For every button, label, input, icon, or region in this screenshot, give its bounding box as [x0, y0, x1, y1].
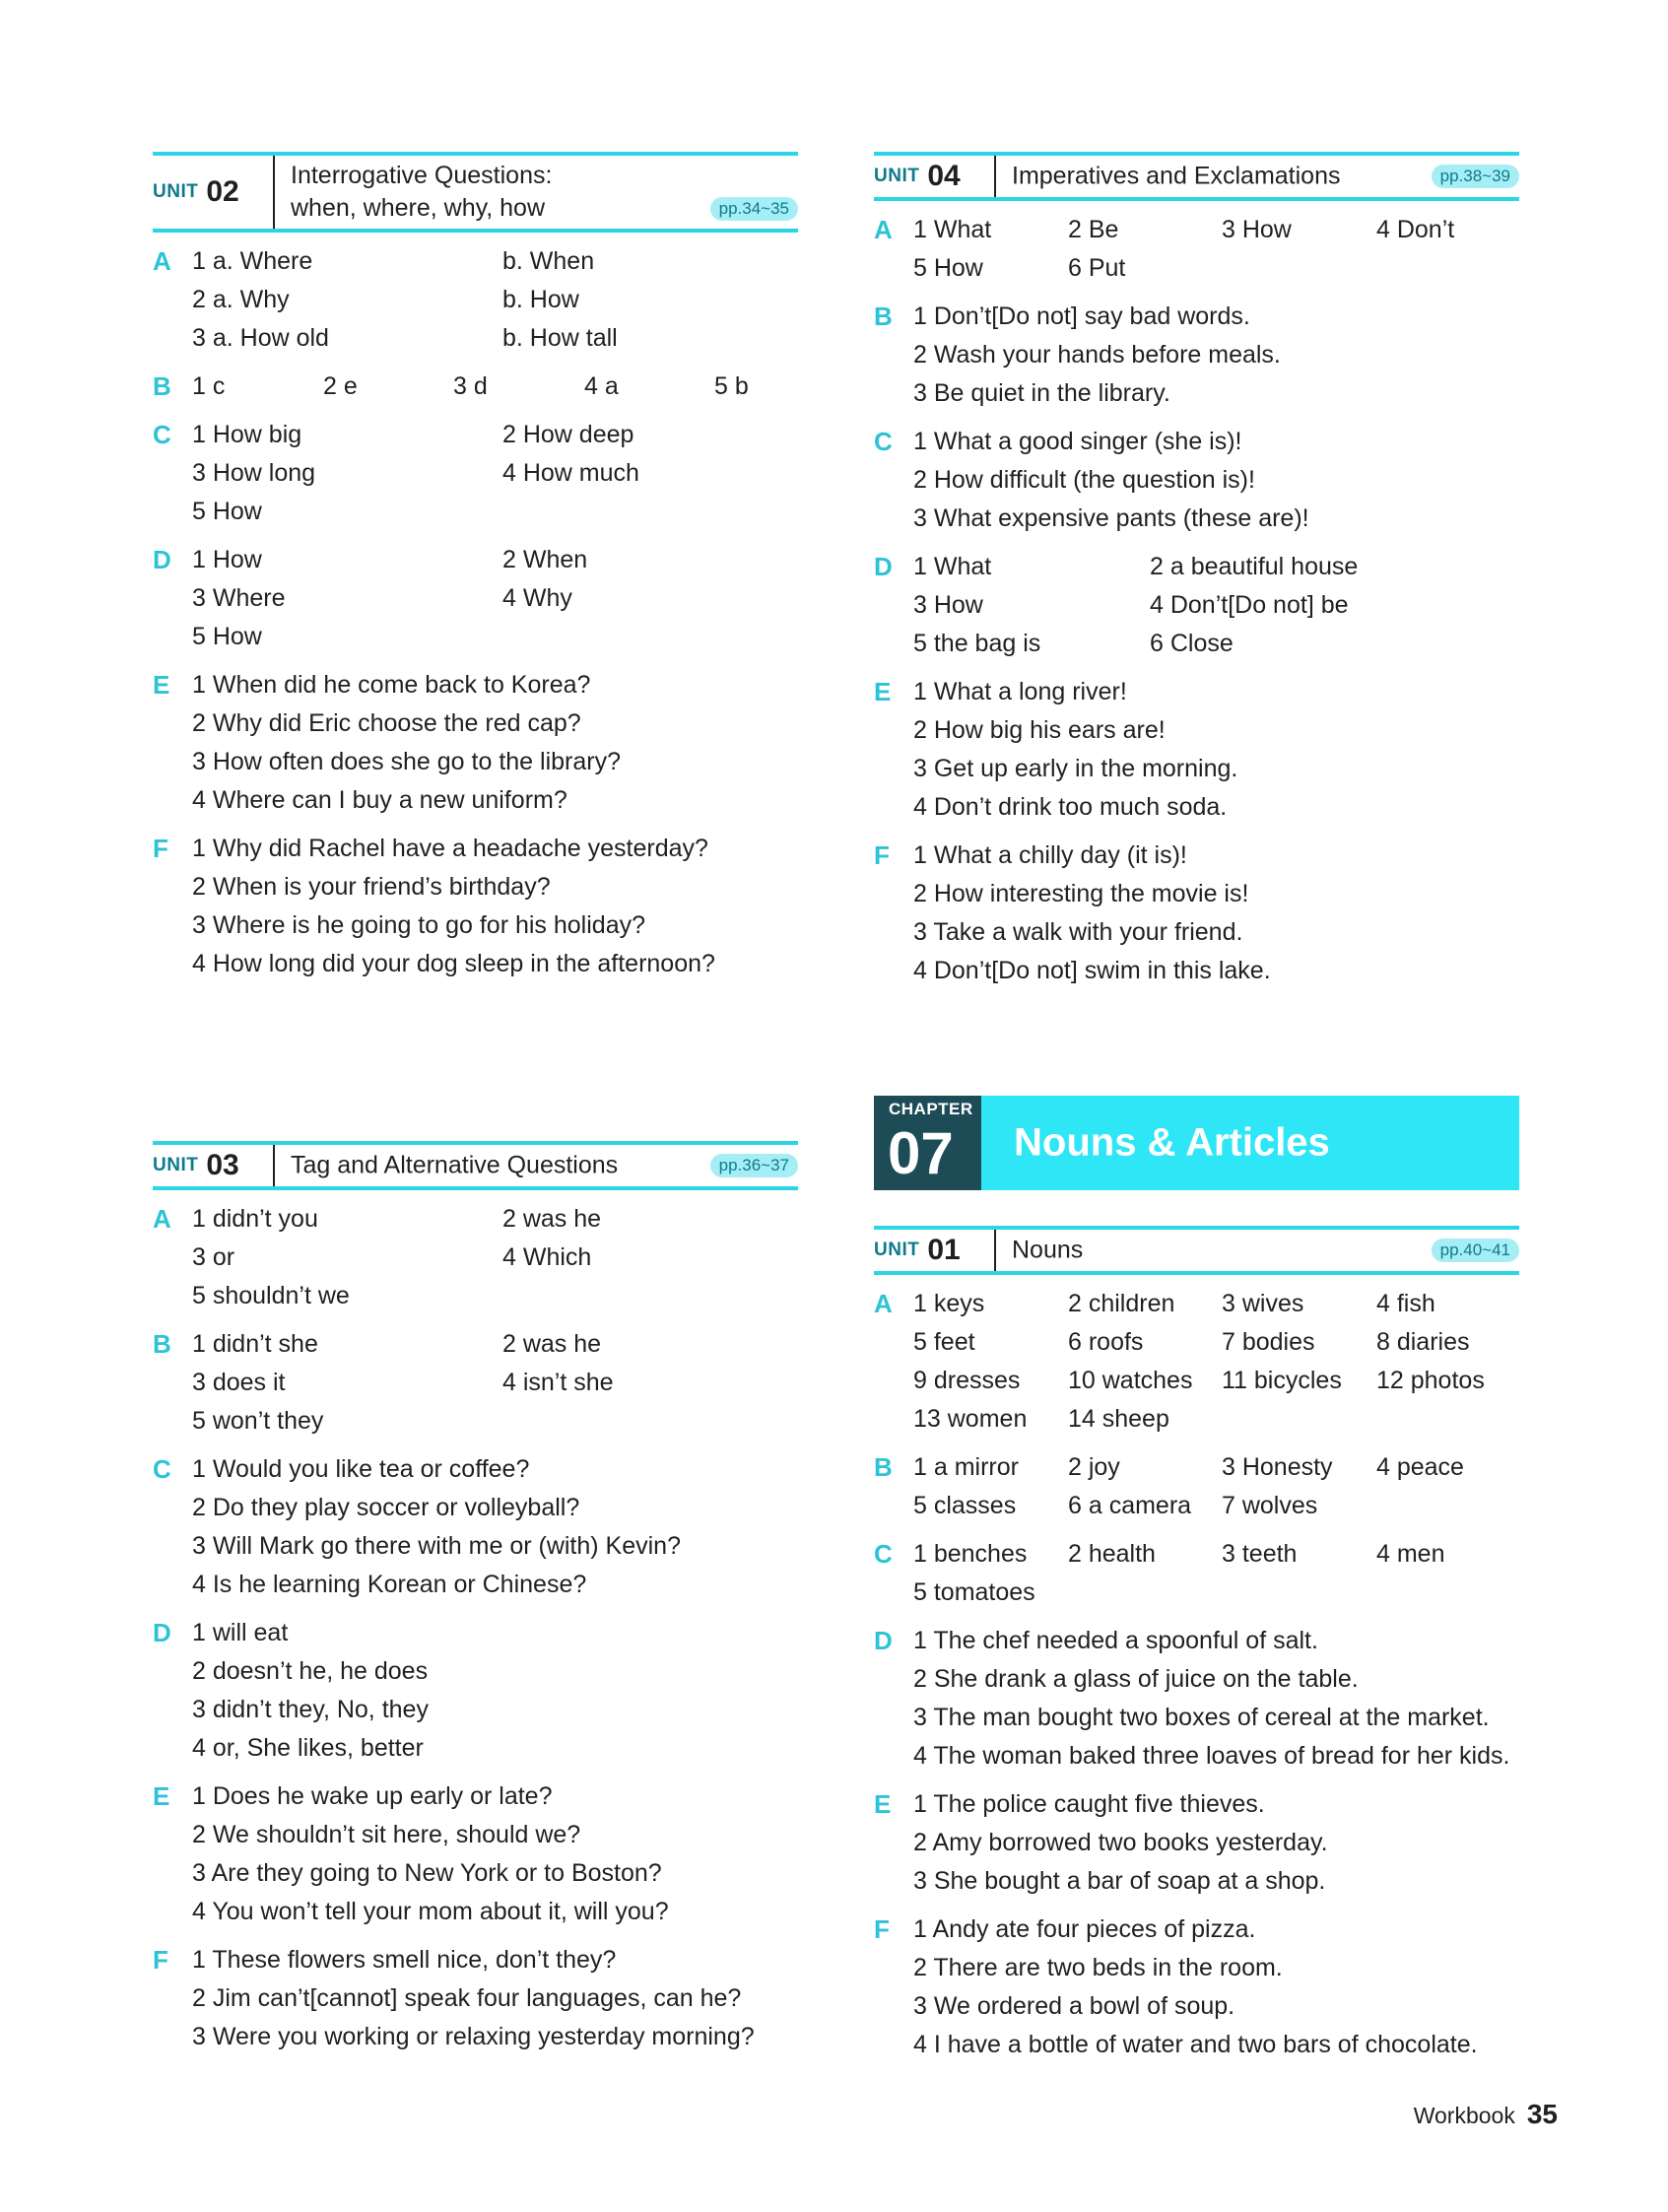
answer-item: 3 Where	[192, 584, 286, 612]
answer-item: 4 I have a bottle of water and two bars of chocolate.	[913, 2031, 1478, 2058]
answer-row	[874, 1622, 1519, 1660]
answer-item: 3 d	[453, 372, 488, 400]
chapter-number: 07	[888, 1120, 954, 1186]
answer-item: 6 Close	[1150, 630, 1234, 657]
section-letter: E	[874, 1789, 892, 1819]
answer-row	[874, 1910, 1519, 1949]
section-letter: D	[874, 1626, 893, 1655]
answer-item: 3 How	[1222, 216, 1292, 243]
answer-row	[874, 1487, 1519, 1525]
answer-item: 4 Why	[502, 584, 572, 612]
answer-item: 5 won’t they	[192, 1407, 324, 1435]
answer-item: 13 women	[913, 1405, 1028, 1433]
answer-item: 2 Wash your hands before meals.	[913, 341, 1281, 369]
answer-item: 4 Don’t	[1376, 216, 1455, 243]
exercise-section-a	[153, 1200, 798, 1315]
answer-item: 2 Amy borrowed two books yesterday.	[913, 1829, 1328, 1856]
answer-item: 1 What a long river!	[913, 678, 1127, 705]
chapter-label: CHAPTER	[889, 1100, 973, 1118]
answer-item: b. How	[502, 286, 579, 313]
section-letter: E	[153, 1781, 170, 1811]
unit-word: UNIT	[874, 166, 920, 186]
section-letter: C	[153, 1454, 171, 1484]
section-letter: B	[153, 371, 171, 401]
answer-row	[874, 1362, 1519, 1400]
exercise-section-f	[874, 837, 1519, 990]
answer-item: 3 Honesty	[1222, 1453, 1333, 1481]
answer-item: 3 We ordered a bowl of soup.	[913, 1992, 1235, 2020]
unit-title-line: Imperatives and Exclamations	[1012, 162, 1341, 190]
answer-item: 5 classes	[913, 1492, 1017, 1519]
answer-item: 3 didn’t they, No, they	[192, 1696, 429, 1723]
answer-item: 1 How big	[192, 421, 302, 448]
answer-row	[153, 493, 798, 531]
section-letter: E	[874, 677, 892, 706]
exercise-section-b	[874, 298, 1519, 413]
answer-item: 1 What	[913, 216, 992, 243]
answer-item: 1 The chef needed a spoonful of salt.	[913, 1627, 1318, 1654]
unit-number: 04	[927, 160, 961, 192]
answer-row	[874, 913, 1519, 952]
answer-row	[153, 1854, 798, 1893]
answer-item: 2 was he	[502, 1330, 602, 1358]
exercise-section-c	[153, 416, 798, 531]
section-letter: A	[874, 215, 893, 244]
chapter-banner	[874, 1096, 1519, 1190]
section-letter: F	[874, 840, 890, 870]
answer-item: 4 fish	[1376, 1290, 1435, 1317]
answer-row	[874, 625, 1519, 663]
answer-row	[874, 1400, 1519, 1439]
answer-item: 14 sheep	[1068, 1405, 1169, 1433]
answer-item: 1 What a good singer (she is)!	[913, 428, 1242, 455]
answer-item: 4 isn’t she	[502, 1369, 614, 1396]
answer-item: 4 You won’t tell your mom about it, will you?	[192, 1898, 669, 1925]
unit-title	[291, 160, 552, 225]
exercise-section-c	[153, 1450, 798, 1604]
answer-row	[874, 423, 1519, 461]
answer-item: 3 She bought a bar of soap at a shop.	[913, 1867, 1326, 1895]
page-range-badge: pp.36~37	[710, 1154, 798, 1177]
answer-item: 5 the bag is	[913, 630, 1041, 657]
answer-row	[874, 2026, 1519, 2064]
answer-item: 5 tomatoes	[913, 1578, 1035, 1606]
answer-item: 1 What	[913, 553, 992, 580]
answer-item: 4 a	[584, 372, 619, 400]
answer-item: 9 dresses	[913, 1367, 1021, 1394]
answer-row	[874, 461, 1519, 500]
answer-item: 12 photos	[1376, 1367, 1485, 1394]
section-letter: B	[874, 302, 893, 331]
answer-item: 1 a. Where	[192, 247, 313, 275]
exercise-section-a	[153, 242, 798, 358]
answer-item: 2 She drank a glass of juice on the table.	[913, 1665, 1359, 1693]
unit-header	[153, 1141, 798, 1190]
answer-row	[153, 1200, 798, 1239]
exercise-section-d	[874, 548, 1519, 663]
answer-row	[874, 750, 1519, 788]
answer-item: 1 Don’t[Do not] say bad words.	[913, 302, 1250, 330]
answer-row	[874, 673, 1519, 711]
answer-row	[153, 319, 798, 358]
unit-title-line: when, where, why, how	[291, 194, 545, 222]
answer-row	[153, 1691, 798, 1729]
page-range-badge: pp.38~39	[1432, 165, 1519, 188]
chapter-title: Nouns & Articles	[1014, 1120, 1330, 1165]
answer-item: 6 Put	[1068, 254, 1126, 282]
answer-row	[874, 1987, 1519, 2026]
answer-row	[153, 704, 798, 743]
answer-item: 2 We shouldn’t sit here, should we?	[192, 1821, 581, 1848]
answer-item: 2 children	[1068, 1290, 1175, 1317]
answer-item: 10 watches	[1068, 1367, 1193, 1394]
answer-item: 1 didn’t you	[192, 1205, 318, 1233]
answer-item: 3 Are they going to New York or to Boston?	[192, 1859, 662, 1887]
exercise-section-d	[153, 541, 798, 656]
answer-item: 3 Be quiet in the library.	[913, 379, 1170, 407]
answer-item: 2 health	[1068, 1540, 1156, 1568]
answer-row	[874, 548, 1519, 586]
unit-word: UNIT	[153, 1155, 199, 1175]
answer-row	[153, 1402, 798, 1441]
answer-row	[153, 579, 798, 618]
unit-title-line: Nouns	[1012, 1236, 1084, 1264]
answer-item: 5 How	[192, 623, 262, 650]
answer-row	[874, 1949, 1519, 1987]
answer-row	[874, 711, 1519, 750]
answer-item: 2 joy	[1068, 1453, 1120, 1481]
section-letter: C	[874, 1539, 893, 1569]
answer-item: 2 e	[323, 372, 358, 400]
answer-item: 3 or	[192, 1243, 235, 1271]
answer-row	[153, 1816, 798, 1854]
answer-item: 4 Which	[502, 1243, 592, 1271]
section-letter: F	[874, 1914, 890, 1944]
section-letter: C	[874, 427, 893, 456]
unit-label	[153, 1145, 275, 1186]
answer-item: 4 The woman baked three loaves of bread for her kids.	[913, 1742, 1510, 1770]
answer-item: 1 Andy ate four pieces of pizza.	[913, 1915, 1256, 1943]
answer-item: 2 Do they play soccer or volleyball?	[192, 1494, 580, 1521]
section-letter: F	[153, 1945, 168, 1975]
answer-item: b. When	[502, 247, 595, 275]
answer-item: 2 Be	[1068, 216, 1119, 243]
section-letter: E	[153, 670, 170, 700]
section-letter: B	[153, 1329, 171, 1359]
answer-row	[153, 242, 798, 281]
page-footer	[1414, 2099, 1558, 2130]
answer-row	[153, 541, 798, 579]
answer-row	[153, 454, 798, 493]
answer-item: 2 How difficult (the question is)!	[913, 466, 1255, 494]
exercise-section-d	[153, 1614, 798, 1768]
answer-row	[874, 1785, 1519, 1824]
answer-row	[153, 1450, 798, 1489]
answer-row	[153, 618, 798, 656]
answer-item: 4 or, She likes, better	[192, 1734, 424, 1762]
answer-row	[874, 1574, 1519, 1612]
page-range-badge: pp.40~41	[1432, 1239, 1519, 1262]
answer-item: 3 Get up early in the morning.	[913, 755, 1238, 782]
exercise-section-b	[874, 1448, 1519, 1525]
answer-item: 2 was he	[502, 1205, 602, 1233]
exercise-section-e	[874, 673, 1519, 827]
answer-row	[874, 875, 1519, 913]
unit-word: UNIT	[874, 1240, 920, 1260]
answer-item: 4 How much	[502, 459, 639, 487]
answer-row	[874, 1737, 1519, 1776]
answer-item: 1 These flowers smell nice, don’t they?	[192, 1946, 617, 1974]
answer-row	[874, 1535, 1519, 1574]
answer-item: 5 b	[714, 372, 749, 400]
answer-item: 3 How long	[192, 459, 316, 487]
answer-row	[153, 1566, 798, 1604]
answer-item: 2 When	[502, 546, 588, 573]
answer-item: 2 How big his ears are!	[913, 716, 1166, 744]
answer-row	[874, 211, 1519, 249]
answer-item: 2 How interesting the movie is!	[913, 880, 1249, 907]
answer-item: 1 What a chilly day (it is)!	[913, 841, 1187, 869]
answer-row	[153, 1893, 798, 1931]
answer-item: 2 Why did Eric choose the red cap?	[192, 709, 581, 737]
answer-item: 6 a camera	[1068, 1492, 1192, 1519]
section-letter: A	[874, 1289, 893, 1318]
answer-item: 3 Where is he going to go for his holiday?	[192, 911, 645, 939]
answer-item: 1 a mirror	[913, 1453, 1019, 1481]
answer-row	[153, 281, 798, 319]
answer-item: 1 Would you like tea or coffee?	[192, 1455, 530, 1483]
answer-row	[153, 1652, 798, 1691]
answer-item: 7 wolves	[1222, 1492, 1318, 1519]
answer-item: 3 The man bought two boxes of cereal at the market.	[913, 1704, 1490, 1731]
answer-row	[153, 2018, 798, 2056]
unit-title	[1012, 1235, 1083, 1267]
unit-block-03	[153, 1141, 798, 2056]
answer-row	[874, 837, 1519, 875]
answer-row	[153, 1941, 798, 1979]
exercise-section-f	[153, 830, 798, 983]
unit-label	[874, 1230, 996, 1271]
section-letter: D	[153, 545, 171, 574]
unit-header	[874, 152, 1519, 201]
answer-row	[874, 374, 1519, 413]
answer-item: 5 shouldn’t we	[192, 1282, 350, 1309]
answer-item: 2 There are two beds in the room.	[913, 1954, 1283, 1981]
unit-header	[153, 152, 798, 233]
chapter-number-box	[874, 1096, 981, 1190]
answer-item: 1 When did he come back to Korea?	[192, 671, 591, 699]
answer-row	[874, 788, 1519, 827]
answer-item: b. How tall	[502, 324, 618, 352]
section-letter: A	[153, 1204, 171, 1234]
answer-row	[874, 1323, 1519, 1362]
answer-item: 1 didn’t she	[192, 1330, 318, 1358]
answer-item: 1 Does he wake up early or late?	[192, 1782, 553, 1810]
answer-item: 1 will eat	[192, 1619, 289, 1646]
answer-item: 4 Don’t[Do not] swim in this lake.	[913, 957, 1271, 984]
answer-row	[874, 1824, 1519, 1862]
unit-label	[874, 156, 996, 197]
section-letter: A	[153, 246, 171, 276]
answer-row	[153, 1614, 798, 1652]
answer-row	[874, 500, 1519, 538]
section-letter: B	[874, 1452, 893, 1482]
unit-title	[291, 1150, 618, 1182]
answer-row	[153, 368, 798, 406]
answer-item: 1 Why did Rachel have a headache yesterday?	[192, 835, 708, 862]
answer-row	[153, 1364, 798, 1402]
section-letter: C	[153, 420, 171, 449]
answer-item: 5 How	[913, 254, 983, 282]
page-number: 35	[1526, 2099, 1558, 2129]
answer-row	[153, 830, 798, 868]
exercise-section-c	[874, 1535, 1519, 1612]
exercise-section-f	[153, 1941, 798, 2056]
answer-row	[153, 868, 798, 906]
unit-number: 01	[927, 1234, 961, 1266]
answer-item: 4 Is he learning Korean or Chinese?	[192, 1571, 587, 1598]
answer-item: 1 c	[192, 372, 226, 400]
answer-row	[153, 906, 798, 945]
answer-item: 4 peace	[1376, 1453, 1464, 1481]
exercise-section-a	[874, 1285, 1519, 1439]
exercise-section-e	[874, 1785, 1519, 1901]
answer-item: 2 a beautiful house	[1150, 553, 1359, 580]
answer-item: 4 Don’t drink too much soda.	[913, 793, 1228, 821]
page-range-badge: pp.34~35	[710, 197, 798, 221]
answer-row	[153, 1325, 798, 1364]
unit-title	[1012, 161, 1340, 193]
exercise-section-e	[153, 1777, 798, 1931]
exercise-section-b	[153, 368, 798, 406]
answer-row	[874, 1862, 1519, 1901]
answer-item: 6 roofs	[1068, 1328, 1144, 1356]
answer-item: 2 How deep	[502, 421, 634, 448]
answer-item: 2 Jim can’t[cannot] speak four languages, can he?	[192, 1984, 742, 2012]
answer-item: 4 How long did your dog sleep in the afternoon?	[192, 950, 715, 977]
answer-item: 3 Were you working or relaxing yesterday morning?	[192, 2023, 755, 2050]
answer-item: 3 does it	[192, 1369, 286, 1396]
answer-item: 2 When is your friend’s birthday?	[192, 873, 551, 901]
answer-row	[153, 1239, 798, 1277]
answer-item: 3 Take a walk with your friend.	[913, 918, 1243, 946]
answer-item: 1 keys	[913, 1290, 985, 1317]
answer-item: 3 Will Mark go there with me or (with) Kevin?	[192, 1532, 681, 1560]
exercise-section-f	[874, 1910, 1519, 2064]
answer-item: 7 bodies	[1222, 1328, 1315, 1356]
section-letter: D	[153, 1618, 171, 1647]
unit-header	[874, 1226, 1519, 1275]
unit-block-01	[874, 1226, 1519, 2064]
answer-row	[874, 1448, 1519, 1487]
answer-item: 4 Don’t[Do not] be	[1150, 591, 1349, 619]
unit-title-line: Interrogative Questions:	[291, 162, 553, 189]
answer-item: 3 What expensive pants (these are)!	[913, 504, 1309, 532]
footer-label: Workbook	[1413, 2103, 1515, 2128]
left-column	[153, 152, 798, 2050]
answer-row	[874, 249, 1519, 288]
unit-label	[153, 156, 275, 229]
answer-item: 5 How	[192, 498, 262, 525]
answer-item: 1 benches	[913, 1540, 1028, 1568]
exercise-section-c	[874, 423, 1519, 538]
answer-item: 3 a. How old	[192, 324, 329, 352]
answer-row	[153, 743, 798, 781]
answer-item: 2 doesn’t he, he does	[192, 1657, 429, 1685]
answer-item: 1 The police caught five thieves.	[913, 1790, 1265, 1818]
answer-row	[153, 945, 798, 983]
unit-number: 03	[206, 1149, 239, 1181]
answer-row	[153, 1527, 798, 1566]
answer-row	[153, 1729, 798, 1768]
answer-item: 1 How	[192, 546, 262, 573]
answer-row	[153, 416, 798, 454]
unit-title-line: Tag and Alternative Questions	[291, 1151, 619, 1179]
answer-item: 5 feet	[913, 1328, 975, 1356]
answer-row	[153, 1979, 798, 2018]
answer-item: 2 a. Why	[192, 286, 290, 313]
exercise-section-a	[874, 211, 1519, 288]
answer-item: 3 wives	[1222, 1290, 1304, 1317]
answer-item: 11 bicycles	[1222, 1367, 1342, 1394]
unit-block-02	[153, 152, 798, 983]
answer-row	[153, 1277, 798, 1315]
answer-row	[874, 298, 1519, 336]
answer-row	[874, 336, 1519, 374]
answer-item: 8 diaries	[1376, 1328, 1470, 1356]
answer-row	[153, 666, 798, 704]
answer-row	[153, 781, 798, 820]
answer-row	[874, 1285, 1519, 1323]
answer-item: 4 men	[1376, 1540, 1445, 1568]
answer-item: 3 How often does she go to the library?	[192, 748, 621, 775]
answer-item: 3 How	[913, 591, 983, 619]
unit-block-04	[874, 152, 1519, 990]
exercise-section-e	[153, 666, 798, 820]
answer-item: 3 teeth	[1222, 1540, 1298, 1568]
unit-word: UNIT	[153, 181, 199, 202]
answer-row	[874, 1699, 1519, 1737]
section-letter: F	[153, 834, 168, 863]
answer-row	[874, 1660, 1519, 1699]
exercise-section-b	[153, 1325, 798, 1441]
section-letter: D	[874, 552, 893, 581]
answer-item: 4 Where can I buy a new uniform?	[192, 786, 567, 814]
answer-row	[153, 1489, 798, 1527]
exercise-section-d	[874, 1622, 1519, 1776]
answer-row	[874, 586, 1519, 625]
answer-row	[874, 952, 1519, 990]
answer-row	[153, 1777, 798, 1816]
unit-number: 02	[206, 175, 239, 208]
